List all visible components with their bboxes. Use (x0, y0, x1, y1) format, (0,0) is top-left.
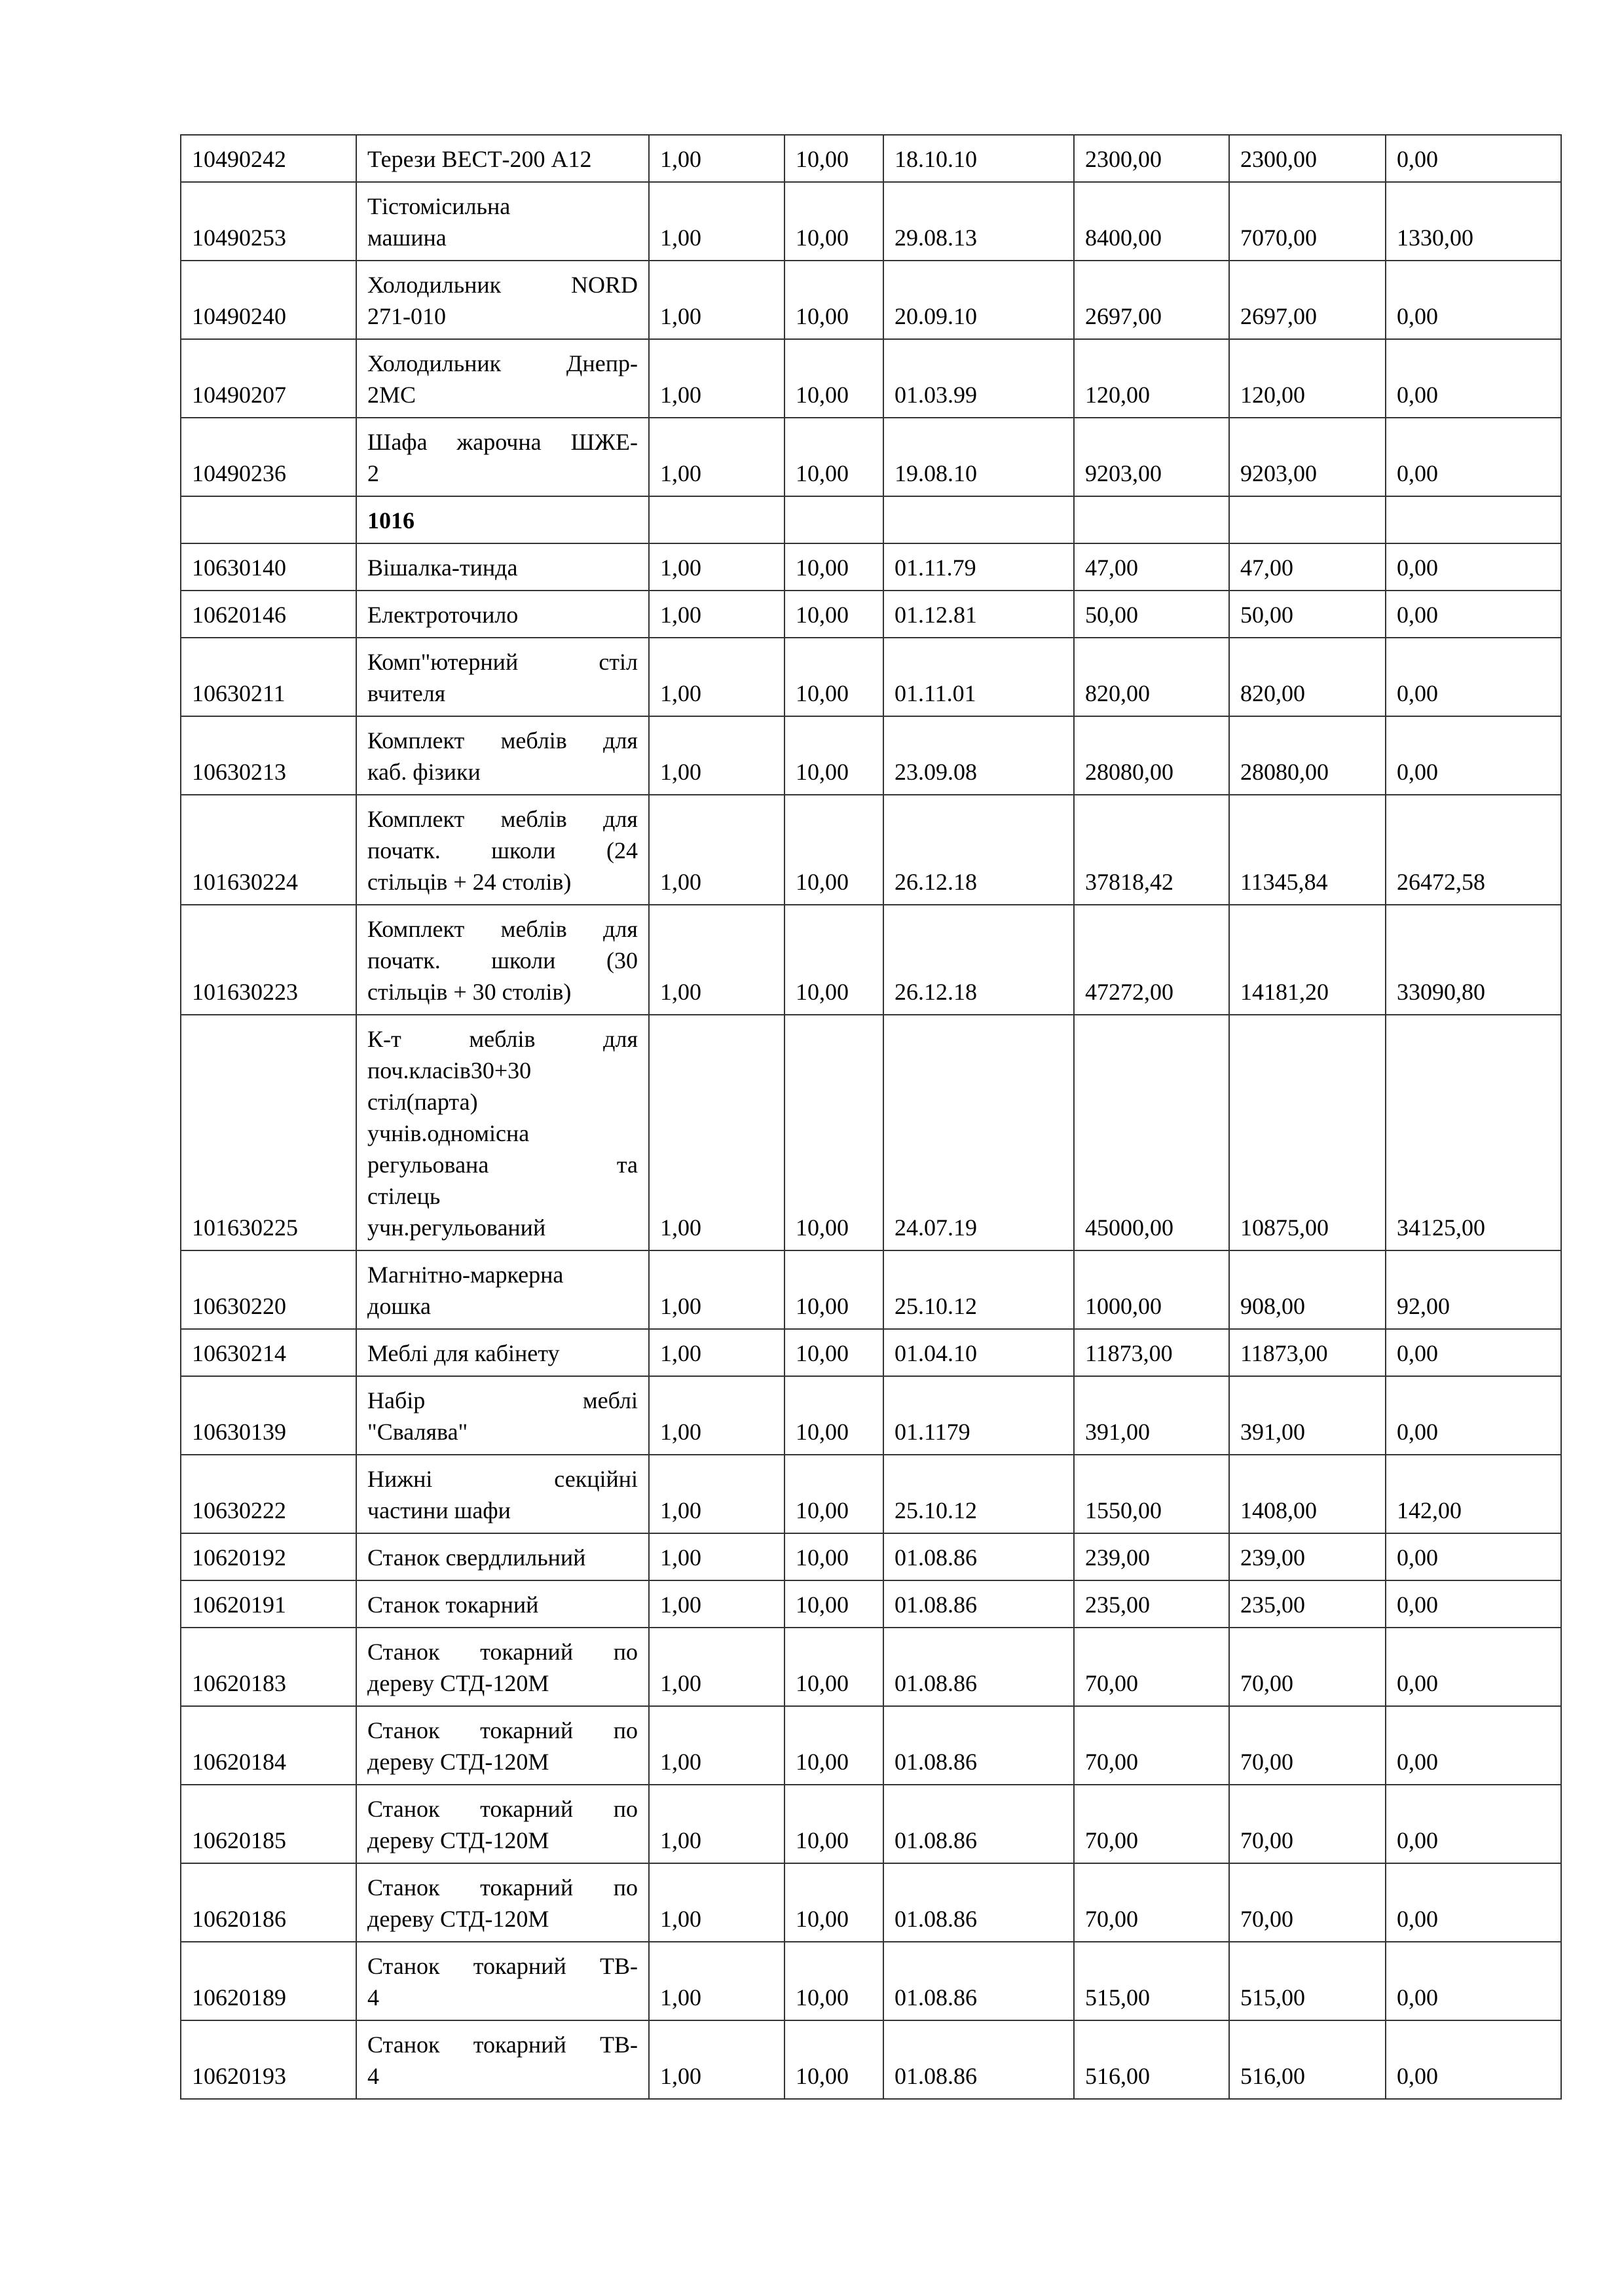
table-row (181, 543, 1561, 591)
commission-date-cell: 25.10.12 (883, 1250, 1074, 1329)
item-name-cell (356, 795, 649, 905)
quantity-cell: 1,00 (649, 795, 784, 905)
residual-value-cell: 26472,58 (1386, 795, 1561, 905)
commission-date-cell: 24.07.19 (883, 1015, 1074, 1250)
quantity-cell: 1,00 (649, 1015, 784, 1250)
quantity-cell: 1,00 (649, 261, 784, 339)
wear-rate-cell: 10,00 (784, 1785, 883, 1863)
commission-date-cell: 20.09.10 (883, 261, 1074, 339)
inventory-table (180, 134, 1562, 2100)
inventory-number-cell: 10630214 (181, 1329, 356, 1376)
depreciation-cell: 516,00 (1229, 2020, 1386, 2099)
item-name-cell (356, 591, 649, 638)
initial-cost-cell: 28080,00 (1074, 716, 1229, 795)
depreciation-cell: 2697,00 (1229, 261, 1386, 339)
commission-date-cell: 01.08.86 (883, 1863, 1074, 1942)
table-row (181, 261, 1561, 339)
initial-cost-cell: 70,00 (1074, 1785, 1229, 1863)
wear-rate-cell: 10,00 (784, 1706, 883, 1785)
item-name-cell (356, 182, 649, 261)
residual-value-cell: 0,00 (1386, 2020, 1561, 2099)
depreciation-cell: 1408,00 (1229, 1455, 1386, 1533)
item-name-line: Станок токарний ТВ- (367, 2032, 638, 2058)
inventory-number-cell: 10620193 (181, 2020, 356, 2099)
inventory-number-cell: 10620189 (181, 1942, 356, 2020)
quantity-cell: 1,00 (649, 591, 784, 638)
table-row (181, 1455, 1561, 1533)
initial-cost-cell: 70,00 (1074, 1628, 1229, 1706)
initial-cost-cell: 47,00 (1074, 543, 1229, 591)
commission-date-cell: 01.08.86 (883, 1533, 1074, 1580)
table-row (181, 1376, 1561, 1455)
quantity-cell: 1,00 (649, 135, 784, 182)
table-row (181, 1863, 1561, 1942)
initial-cost-cell: 235,00 (1074, 1580, 1229, 1628)
depreciation-cell: 10875,00 (1229, 1015, 1386, 1250)
initial-cost-cell: 391,00 (1074, 1376, 1229, 1455)
initial-cost-cell: 37818,42 (1074, 795, 1229, 905)
initial-cost-cell: 239,00 (1074, 1533, 1229, 1580)
depreciation-cell: 70,00 (1229, 1785, 1386, 1863)
residual-value-cell: 0,00 (1386, 1376, 1561, 1455)
residual-value-cell: 0,00 (1386, 1628, 1561, 1706)
initial-cost-cell: 1000,00 (1074, 1250, 1229, 1329)
commission-date-cell: 01.03.99 (883, 339, 1074, 418)
commission-date-cell: 01.12.81 (883, 591, 1074, 638)
initial-cost-cell: 50,00 (1074, 591, 1229, 638)
item-name-line: стіл(парта) (367, 1089, 478, 1115)
item-name-line: Комплект меблів для (367, 916, 638, 942)
inventory-number-cell: 10620146 (181, 591, 356, 638)
inventory-number-cell: 10620185 (181, 1785, 356, 1863)
item-name-line: частини шафи (367, 1497, 511, 1523)
item-name-line: регульована та (367, 1152, 638, 1178)
depreciation-cell: 120,00 (1229, 339, 1386, 418)
residual-value-cell: 0,00 (1386, 591, 1561, 638)
residual-value-cell: 0,00 (1386, 1785, 1561, 1863)
table-row (181, 1250, 1561, 1329)
item-name-cell (356, 1250, 649, 1329)
depreciation-cell: 515,00 (1229, 1942, 1386, 2020)
item-name-cell (356, 1376, 649, 1455)
table-row (181, 1015, 1561, 1250)
item-name-line: К-т меблів для (367, 1026, 638, 1052)
initial-cost-cell: 120,00 (1074, 339, 1229, 418)
item-name-cell (356, 496, 649, 543)
commission-date-cell: 01.08.86 (883, 1785, 1074, 1863)
inventory-table-body (181, 135, 1561, 2099)
wear-rate-cell: 10,00 (784, 1015, 883, 1250)
item-name-line: Комплект меблів для (367, 727, 638, 754)
initial-cost-cell: 70,00 (1074, 1706, 1229, 1785)
inventory-number-cell: 10630220 (181, 1250, 356, 1329)
depreciation-cell: 70,00 (1229, 1863, 1386, 1942)
item-name-cell (356, 905, 649, 1015)
wear-rate-cell: 10,00 (784, 2020, 883, 2099)
inventory-number-cell: 101630225 (181, 1015, 356, 1250)
inventory-number-cell: 10630211 (181, 638, 356, 716)
inventory-number-cell: 10620192 (181, 1533, 356, 1580)
commission-date-cell: 26.12.18 (883, 905, 1074, 1015)
residual-value-cell: 0,00 (1386, 1533, 1561, 1580)
depreciation-cell: 391,00 (1229, 1376, 1386, 1455)
depreciation-cell: 7070,00 (1229, 182, 1386, 261)
wear-rate-cell: 10,00 (784, 638, 883, 716)
depreciation-cell: 70,00 (1229, 1706, 1386, 1785)
item-name-cell (356, 1785, 649, 1863)
inventory-number-cell: 10630222 (181, 1455, 356, 1533)
wear-rate-cell: 10,00 (784, 1376, 883, 1455)
inventory-number-cell: 10620186 (181, 1863, 356, 1942)
inventory-number-cell: 10620183 (181, 1628, 356, 1706)
inventory-number-cell (181, 496, 356, 543)
item-name-line: Тістомісильна (367, 193, 511, 219)
item-name-cell (356, 1533, 649, 1580)
quantity-cell: 1,00 (649, 1376, 784, 1455)
table-row (181, 1580, 1561, 1628)
table-row (181, 1706, 1561, 1785)
item-name-line: дереву СТД-120М (367, 1749, 549, 1775)
commission-date-cell: 01.08.86 (883, 2020, 1074, 2099)
item-name-line: 2 (367, 460, 379, 486)
table-row (181, 1329, 1561, 1376)
initial-cost-cell: 45000,00 (1074, 1015, 1229, 1250)
wear-rate-cell: 10,00 (784, 591, 883, 638)
residual-value-cell: 0,00 (1386, 261, 1561, 339)
residual-value-cell: 0,00 (1386, 135, 1561, 182)
residual-value-cell: 0,00 (1386, 716, 1561, 795)
item-name-cell (356, 1863, 649, 1942)
depreciation-cell: 9203,00 (1229, 418, 1386, 496)
commission-date-cell: 18.10.10 (883, 135, 1074, 182)
commission-date-cell: 23.09.08 (883, 716, 1074, 795)
item-name-cell (356, 339, 649, 418)
commission-date-cell: 01.08.86 (883, 1628, 1074, 1706)
quantity-cell: 1,00 (649, 716, 784, 795)
initial-cost-cell: 9203,00 (1074, 418, 1229, 496)
initial-cost-cell: 515,00 (1074, 1942, 1229, 2020)
initial-cost-cell: 820,00 (1074, 638, 1229, 716)
residual-value-cell: 0,00 (1386, 1329, 1561, 1376)
inventory-number-cell: 10620184 (181, 1706, 356, 1785)
wear-rate-cell: 10,00 (784, 1455, 883, 1533)
initial-cost-cell (1074, 496, 1229, 543)
wear-rate-cell: 10,00 (784, 1942, 883, 2020)
item-name-line: стільців + 30 столів) (367, 979, 572, 1005)
item-name-line: Холодильник NORD (367, 272, 638, 298)
depreciation-cell: 28080,00 (1229, 716, 1386, 795)
item-name-cell (356, 1706, 649, 1785)
inventory-number-cell: 10490242 (181, 135, 356, 182)
item-name-line: дереву СТД-120М (367, 1670, 549, 1696)
initial-cost-cell: 516,00 (1074, 2020, 1229, 2099)
residual-value-cell (1386, 496, 1561, 543)
depreciation-cell: 14181,20 (1229, 905, 1386, 1015)
item-name-line: Станок токарний по (367, 1717, 638, 1743)
item-name-line: 271-010 (367, 303, 446, 329)
wear-rate-cell: 10,00 (784, 182, 883, 261)
item-name-line: Комп"ютерний стіл (367, 649, 638, 675)
quantity-cell: 1,00 (649, 182, 784, 261)
residual-value-cell: 33090,80 (1386, 905, 1561, 1015)
inventory-number-cell: 10490236 (181, 418, 356, 496)
residual-value-cell: 0,00 (1386, 1863, 1561, 1942)
item-name-line: стільців + 24 столів) (367, 869, 572, 895)
commission-date-cell: 01.08.86 (883, 1706, 1074, 1785)
item-name-cell (356, 1015, 649, 1250)
depreciation-cell: 47,00 (1229, 543, 1386, 591)
depreciation-cell: 11345,84 (1229, 795, 1386, 905)
item-name-line: учн.регульований (367, 1214, 546, 1241)
depreciation-cell: 235,00 (1229, 1580, 1386, 1628)
item-name-line: Шафа жарочна ШЖЕ- (367, 429, 638, 455)
wear-rate-cell: 10,00 (784, 339, 883, 418)
table-row (181, 716, 1561, 795)
item-name-line: Меблі для кабінету (367, 1340, 560, 1366)
residual-value-cell: 0,00 (1386, 1706, 1561, 1785)
section-header-row (181, 496, 1561, 543)
item-name-cell (356, 418, 649, 496)
item-name-line: Терези ВЕСТ-200 А12 (367, 146, 592, 172)
item-name-line: стілець (367, 1183, 441, 1209)
item-name-cell (356, 261, 649, 339)
quantity-cell: 1,00 (649, 1628, 784, 1706)
quantity-cell: 1,00 (649, 1580, 784, 1628)
table-row (181, 1942, 1561, 2020)
table-row (181, 1533, 1561, 1580)
quantity-cell: 1,00 (649, 1250, 784, 1329)
item-name-line: каб. фізики (367, 759, 481, 785)
item-name-line: Набір меблі (367, 1387, 638, 1413)
item-name-cell (356, 1580, 649, 1628)
inventory-number-cell: 10620191 (181, 1580, 356, 1628)
wear-rate-cell: 10,00 (784, 543, 883, 591)
depreciation-cell: 11873,00 (1229, 1329, 1386, 1376)
residual-value-cell: 1330,00 (1386, 182, 1561, 261)
item-name-line: Станок токарний (367, 1592, 539, 1618)
quantity-cell: 1,00 (649, 1785, 784, 1863)
inventory-number-cell: 10490240 (181, 261, 356, 339)
wear-rate-cell: 10,00 (784, 1863, 883, 1942)
item-name-cell (356, 1455, 649, 1533)
inventory-number-cell: 10630213 (181, 716, 356, 795)
item-name-line: Станок токарний ТВ- (367, 1953, 638, 1979)
wear-rate-cell: 10,00 (784, 795, 883, 905)
table-row (181, 2020, 1561, 2099)
inventory-number-cell: 101630223 (181, 905, 356, 1015)
depreciation-cell: 70,00 (1229, 1628, 1386, 1706)
commission-date-cell: 01.11.01 (883, 638, 1074, 716)
quantity-cell: 1,00 (649, 2020, 784, 2099)
item-name-line: Електроточило (367, 602, 519, 628)
item-name-line: Магнітно-маркерна (367, 1262, 564, 1288)
wear-rate-cell: 10,00 (784, 716, 883, 795)
table-row (181, 1628, 1561, 1706)
item-name-line: 1016 (367, 507, 415, 534)
commission-date-cell: 19.08.10 (883, 418, 1074, 496)
inventory-number-cell: 10490207 (181, 339, 356, 418)
item-name-line: поч.класів30+30 (367, 1057, 532, 1084)
wear-rate-cell: 10,00 (784, 1628, 883, 1706)
wear-rate-cell: 10,00 (784, 1580, 883, 1628)
commission-date-cell (883, 496, 1074, 543)
residual-value-cell: 142,00 (1386, 1455, 1561, 1533)
item-name-line: Станок токарний по (367, 1639, 638, 1665)
item-name-line: початк. школи (30 (367, 947, 638, 974)
commission-date-cell: 01.1179 (883, 1376, 1074, 1455)
depreciation-cell: 908,00 (1229, 1250, 1386, 1329)
quantity-cell: 1,00 (649, 339, 784, 418)
item-name-line: дошка (367, 1293, 431, 1319)
wear-rate-cell: 10,00 (784, 418, 883, 496)
item-name-cell (356, 2020, 649, 2099)
depreciation-cell: 239,00 (1229, 1533, 1386, 1580)
item-name-line: 2МС (367, 382, 416, 408)
item-name-cell (356, 135, 649, 182)
wear-rate-cell: 10,00 (784, 905, 883, 1015)
item-name-line: 4 (367, 2063, 379, 2089)
item-name-line: Холодильник Днепр- (367, 350, 638, 376)
commission-date-cell: 25.10.12 (883, 1455, 1074, 1533)
initial-cost-cell: 11873,00 (1074, 1329, 1229, 1376)
item-name-line: Станок токарний по (367, 1796, 638, 1822)
item-name-line: учнів.одномісна (367, 1120, 530, 1146)
residual-value-cell: 0,00 (1386, 638, 1561, 716)
table-row (181, 1785, 1561, 1863)
item-name-cell (356, 543, 649, 591)
quantity-cell: 1,00 (649, 905, 784, 1015)
residual-value-cell: 34125,00 (1386, 1015, 1561, 1250)
item-name-cell (356, 1628, 649, 1706)
item-name-cell (356, 716, 649, 795)
residual-value-cell: 92,00 (1386, 1250, 1561, 1329)
depreciation-cell: 820,00 (1229, 638, 1386, 716)
item-name-line: Комплект меблів для (367, 806, 638, 832)
depreciation-cell: 50,00 (1229, 591, 1386, 638)
wear-rate-cell: 10,00 (784, 261, 883, 339)
quantity-cell: 1,00 (649, 1533, 784, 1580)
quantity-cell: 1,00 (649, 1706, 784, 1785)
table-row (181, 795, 1561, 905)
commission-date-cell: 29.08.13 (883, 182, 1074, 261)
wear-rate-cell: 10,00 (784, 1533, 883, 1580)
table-row (181, 135, 1561, 182)
commission-date-cell: 26.12.18 (883, 795, 1074, 905)
residual-value-cell: 0,00 (1386, 1580, 1561, 1628)
item-name-line: Станок токарний по (367, 1874, 638, 1901)
table-row (181, 905, 1561, 1015)
quantity-cell (649, 496, 784, 543)
quantity-cell: 1,00 (649, 1863, 784, 1942)
residual-value-cell: 0,00 (1386, 418, 1561, 496)
inventory-number-cell: 10630140 (181, 543, 356, 591)
wear-rate-cell: 10,00 (784, 1329, 883, 1376)
item-name-line: "Свалява" (367, 1419, 468, 1445)
inventory-number-cell: 10630139 (181, 1376, 356, 1455)
item-name-line: Станок свердлильний (367, 1544, 586, 1571)
quantity-cell: 1,00 (649, 1455, 784, 1533)
initial-cost-cell: 2697,00 (1074, 261, 1229, 339)
residual-value-cell: 0,00 (1386, 339, 1561, 418)
quantity-cell: 1,00 (649, 1329, 784, 1376)
item-name-line: дереву СТД-120М (367, 1827, 549, 1853)
wear-rate-cell (784, 496, 883, 543)
initial-cost-cell: 1550,00 (1074, 1455, 1229, 1533)
commission-date-cell: 01.08.86 (883, 1580, 1074, 1628)
item-name-cell (356, 638, 649, 716)
quantity-cell: 1,00 (649, 1942, 784, 2020)
item-name-line: вчителя (367, 680, 446, 706)
initial-cost-cell: 8400,00 (1074, 182, 1229, 261)
item-name-cell (356, 1329, 649, 1376)
table-row (181, 638, 1561, 716)
item-name-line: Нижні секційні (367, 1466, 638, 1492)
initial-cost-cell: 2300,00 (1074, 135, 1229, 182)
residual-value-cell: 0,00 (1386, 543, 1561, 591)
inventory-number-cell: 10490253 (181, 182, 356, 261)
depreciation-cell (1229, 496, 1386, 543)
quantity-cell: 1,00 (649, 638, 784, 716)
depreciation-cell: 2300,00 (1229, 135, 1386, 182)
quantity-cell: 1,00 (649, 543, 784, 591)
item-name-line: машина (367, 225, 447, 251)
table-row (181, 339, 1561, 418)
item-name-line: початк. школи (24 (367, 837, 638, 864)
initial-cost-cell: 47272,00 (1074, 905, 1229, 1015)
commission-date-cell: 01.04.10 (883, 1329, 1074, 1376)
table-row (181, 418, 1561, 496)
wear-rate-cell: 10,00 (784, 135, 883, 182)
inventory-number-cell: 101630224 (181, 795, 356, 905)
commission-date-cell: 01.08.86 (883, 1942, 1074, 2020)
quantity-cell: 1,00 (649, 418, 784, 496)
item-name-cell (356, 1942, 649, 2020)
table-row (181, 182, 1561, 261)
item-name-line: Вішалка-тинда (367, 555, 518, 581)
wear-rate-cell: 10,00 (784, 1250, 883, 1329)
item-name-line: дереву СТД-120М (367, 1906, 549, 1932)
item-name-line: 4 (367, 1984, 379, 2011)
initial-cost-cell: 70,00 (1074, 1863, 1229, 1942)
commission-date-cell: 01.11.79 (883, 543, 1074, 591)
table-row (181, 591, 1561, 638)
residual-value-cell: 0,00 (1386, 1942, 1561, 2020)
